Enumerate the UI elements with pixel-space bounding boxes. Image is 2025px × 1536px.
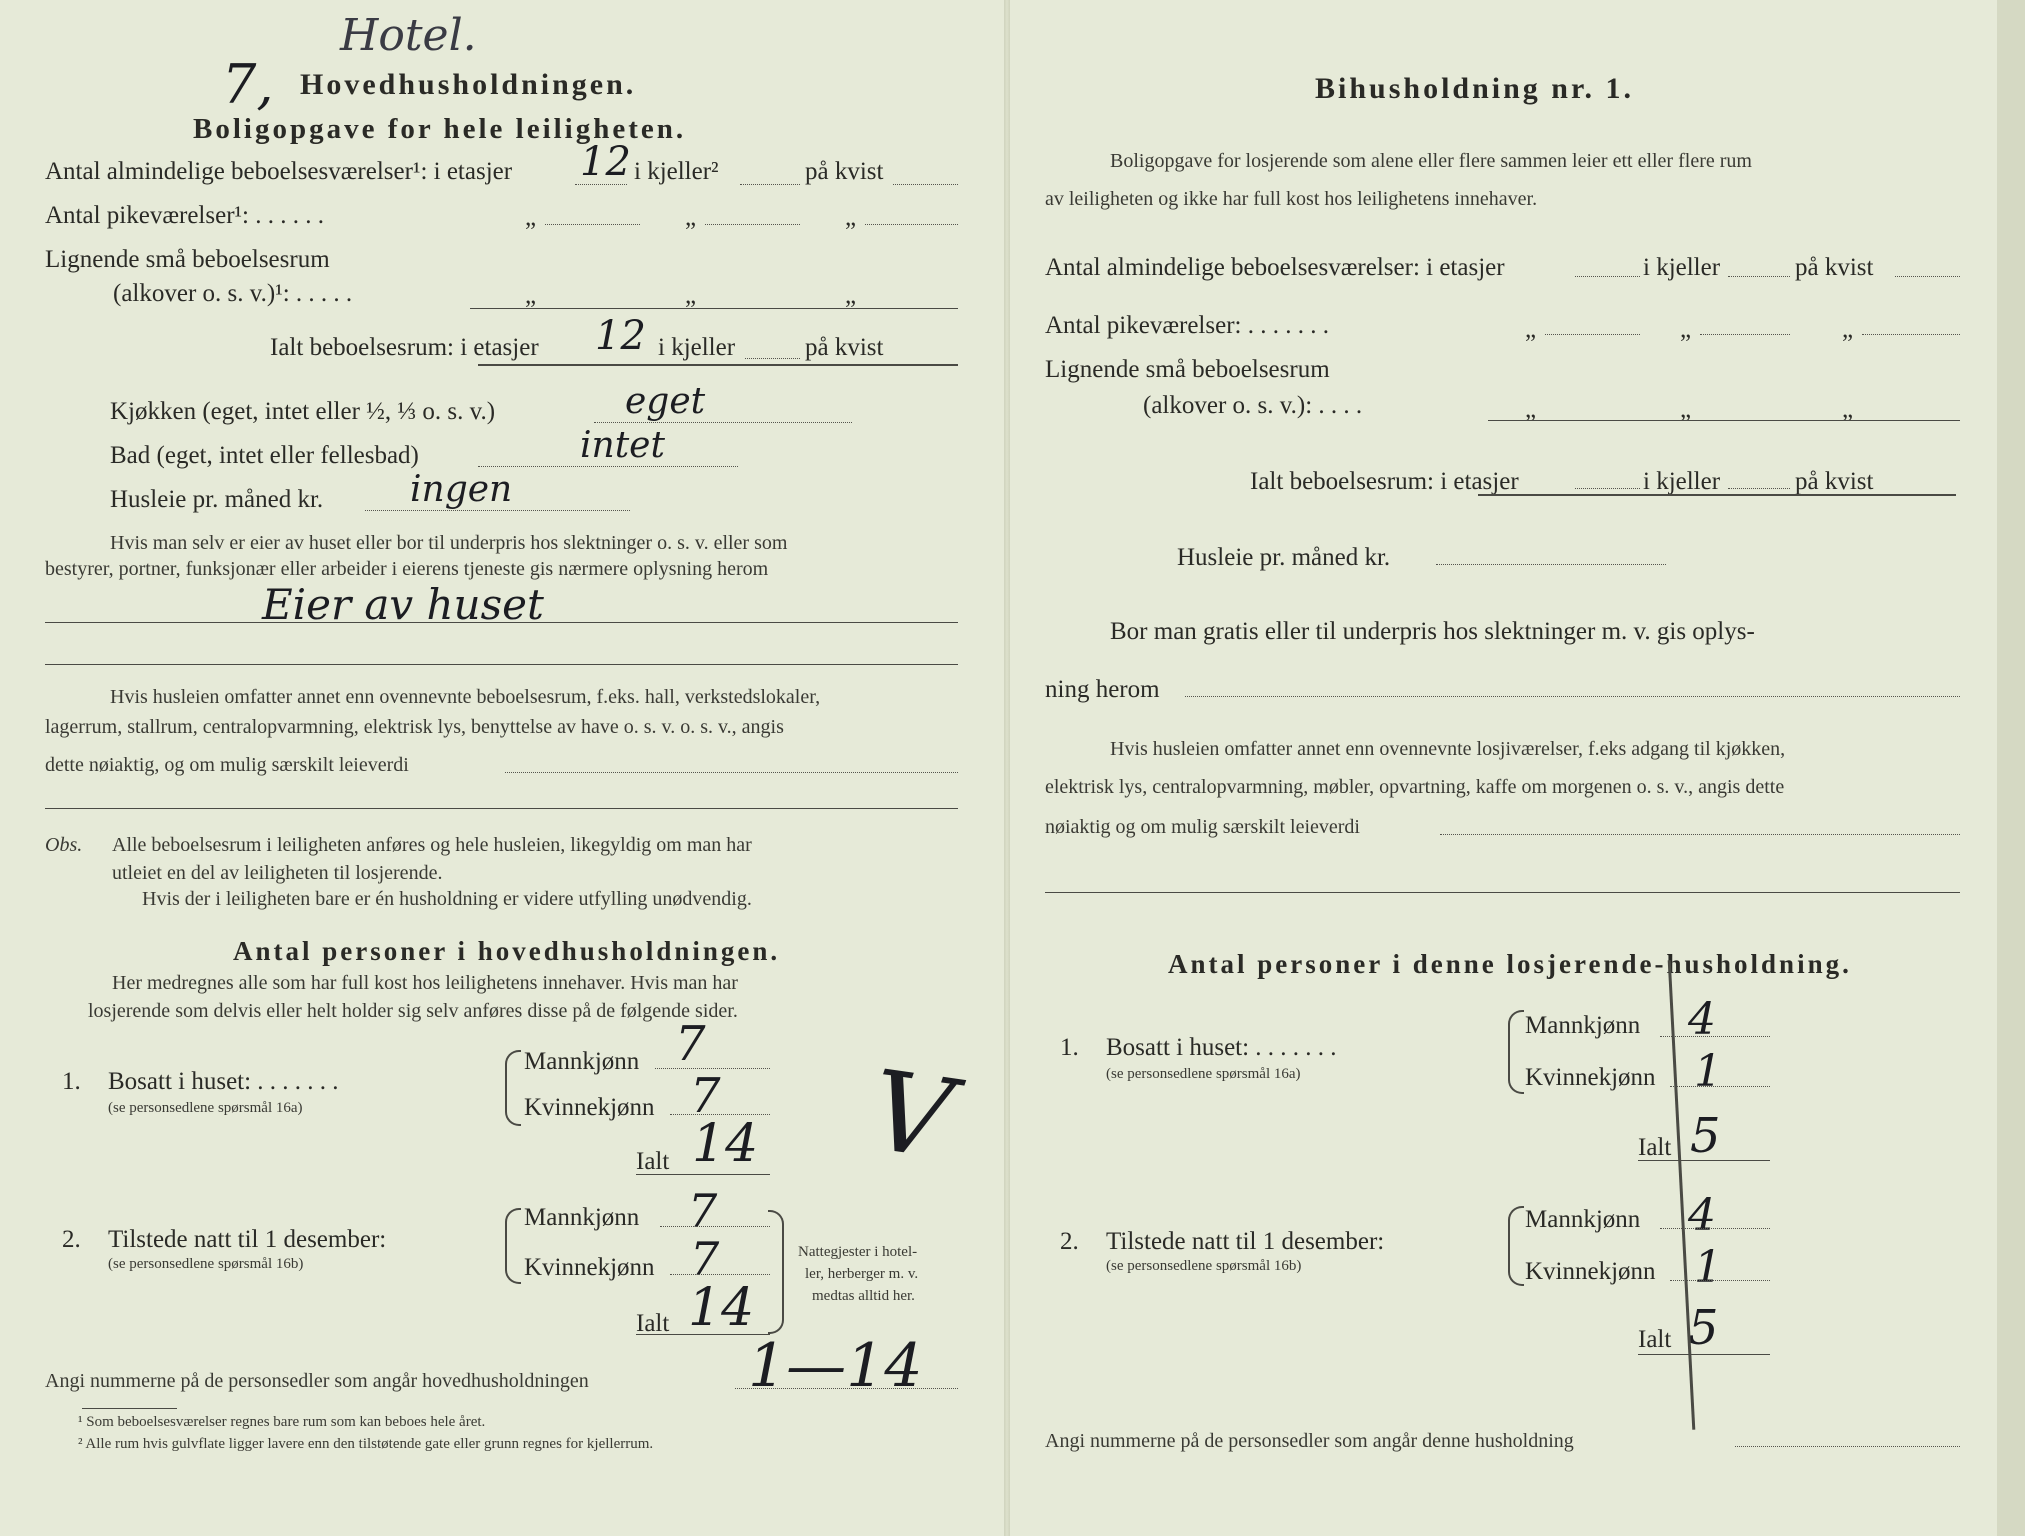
- pike-line-1: [545, 224, 640, 225]
- handwritten-husleie: ingen: [410, 469, 513, 510]
- rooms-etasjer-line: [575, 184, 627, 185]
- q2-mann-label: Mannkjønn: [524, 1204, 640, 1231]
- r-q2-kvinne-label: Kvinnekjønn: [1525, 1258, 1656, 1285]
- left-lignende-1: Lignende små beboelsesrum: [45, 246, 330, 273]
- right-ialt-label: Ialt beboelsesrum: i etasjer: [1250, 468, 1519, 495]
- q1-kvinne-label: Kvinnekjønn: [524, 1094, 655, 1121]
- right-angi-label: Angi nummerne på de personsedler som angår denne husholdning: [1045, 1430, 1574, 1452]
- r-lignende-underline: [1488, 420, 1960, 421]
- omfatter-3: dette nøiaktig, og om mulig særskilt leieverdi: [45, 754, 409, 776]
- q2-brace: [505, 1208, 521, 1284]
- persons-1: Her medregnes alle som har full kost hos leilighetens innehaver. Hvis man har: [112, 972, 738, 994]
- r-q1-mann-label: Mannkjønn: [1525, 1012, 1641, 1039]
- eier-line-1: [45, 622, 958, 623]
- ditto-mark: „: [845, 282, 857, 309]
- handwritten-eier: Eier av huset: [262, 580, 544, 629]
- handwritten-q2-ialt: 14: [688, 1278, 755, 1338]
- left-lignende-2: (alkover o. s. v.)¹: . . . . .: [113, 280, 353, 307]
- right-husleie-label: Husleie pr. måned kr.: [1177, 544, 1391, 571]
- obs-3: Hvis der i leiligheten bare er én husholdning er videre utfylling unødvendig.: [142, 888, 752, 910]
- angi-line: [735, 1388, 958, 1389]
- handwritten-q1-kvinne: 7: [690, 1068, 721, 1124]
- r-q1-ialt-label: Ialt: [1638, 1134, 1672, 1161]
- right-rooms-kjeller: i kjeller: [1643, 254, 1721, 281]
- handwritten-q1-mann: 7: [675, 1016, 706, 1072]
- q1-label: Bosatt i huset: . . . . . . .: [108, 1068, 339, 1095]
- left-ialt-kvist: på kvist: [805, 334, 884, 361]
- bad-label: Bad (eget, intet eller fellesbad): [110, 442, 419, 469]
- q2-kvinne-line: [670, 1274, 770, 1275]
- ditto-mark: „: [525, 282, 537, 309]
- q2-num: 2.: [62, 1226, 81, 1253]
- footnote-2: ² Alle rum hvis gulvflate ligger lavere enn den tilstøtende gate eller grunn regnes for kjellerrum.: [78, 1436, 654, 1452]
- ditto-mark: „: [1525, 396, 1537, 423]
- handwritten-q1-ialt: 14: [692, 1114, 759, 1174]
- q1-brace: [505, 1050, 521, 1126]
- persons-2: losjerende som delvis eller helt holder sig selv anføres disse på de følgende sider.: [88, 1000, 738, 1022]
- q2-kvinne-label: Kvinnekjønn: [524, 1254, 655, 1281]
- right-lignende-2: (alkover o. s. v.): . . . .: [1143, 392, 1363, 419]
- handwritten-r-q1-kvinne: 1: [1694, 1046, 1722, 1097]
- r-ialt-underline: [1478, 494, 1956, 496]
- r-q2-ialt-line: [1638, 1354, 1770, 1355]
- right-gratis-2: ning herom: [1045, 676, 1160, 703]
- nattgjester-brace: [768, 1210, 784, 1334]
- r-ialt-kjeller-line: [1728, 488, 1790, 489]
- r-q1-brace: [1508, 1010, 1524, 1094]
- left-subtitle: Boligopgave for hele leiligheten.: [193, 113, 687, 145]
- pike-line-3: [865, 224, 958, 225]
- r-pike-line-2: [1700, 334, 1790, 335]
- r-q1-label: Bosatt i huset: . . . . . . .: [1106, 1034, 1337, 1061]
- right-gratis-1: Bor man gratis eller til underpris hos slektninger m. v. gis oplys-: [1110, 618, 1755, 645]
- eier-text-1: Hvis man selv er eier av huset eller bor til underpris hos slektninger o. s. v. eller som: [110, 532, 788, 554]
- obs-1: Alle beboelsesrum i leiligheten anføres og hele husleien, likegyldig om man har: [112, 834, 752, 856]
- right-intro-2: av leiligheten og ikke har full kost hos leilighetens innehaver.: [1045, 188, 1538, 210]
- q2-sub: (se personsedlene spørsmål 16b): [108, 1256, 304, 1272]
- nattgjester-1: Nattegjester i hotel-: [798, 1244, 918, 1260]
- paper-edge: [1997, 0, 2025, 1536]
- left-ialt-label: Ialt beboelsesrum: i etasjer: [270, 334, 539, 361]
- r-omfatter-line: [1440, 834, 1960, 835]
- r-pike-line-3: [1862, 334, 1960, 335]
- kjokken-label: Kjøkken (eget, intet eller ½, ⅓ o. s. v.): [110, 398, 496, 425]
- ditto-mark: „: [685, 204, 697, 231]
- ditto-mark: „: [685, 282, 697, 309]
- ditto-mark: „: [845, 204, 857, 231]
- page-fold: [1004, 0, 1010, 1536]
- ditto-mark: „: [1680, 316, 1692, 343]
- nattgjester-2: ler, herberger m. v.: [805, 1266, 919, 1282]
- r-pike-line-1: [1545, 334, 1640, 335]
- obs-2: utleiet en del av leiligheten til losjerende.: [112, 862, 443, 884]
- r-q1-kvinne-label: Kvinnekjønn: [1525, 1064, 1656, 1091]
- right-ialt-kvist: på kvist: [1795, 468, 1874, 495]
- kjokken-line: [594, 422, 852, 423]
- bad-line: [478, 466, 738, 467]
- right-rooms-label: Antal almindelige beboelsesværelser: i etasjer: [1045, 254, 1505, 281]
- r-q1-ialt-line: [1638, 1160, 1770, 1161]
- right-omfatter-1: Hvis husleien omfatter annet enn ovennevnte losjiværelser, f.eks adgang til kjøkken,: [1110, 738, 1786, 760]
- right-lignende-1: Lignende små beboelsesrum: [1045, 356, 1330, 383]
- r-q2-ialt-label: Ialt: [1638, 1326, 1672, 1353]
- right-pike-label: Antal pikeværelser: . . . . . . .: [1045, 312, 1329, 339]
- right-title: Bihusholdning nr. 1.: [1315, 72, 1635, 105]
- right-ialt-kjeller: i kjeller: [1643, 468, 1721, 495]
- q1-ialt-line: [636, 1174, 770, 1175]
- r-ialt-etasjer-line: [1575, 488, 1640, 489]
- ialt-kjeller-line: [745, 358, 800, 359]
- handwritten-hotel: Hotel.: [340, 10, 477, 61]
- ditto-mark: „: [525, 204, 537, 231]
- right-intro-1: Boligopgave for losjerende som alene eller flere sammen leier ett eller flere rum: [1110, 150, 1752, 172]
- q2-ialt-label: Ialt: [636, 1310, 670, 1337]
- handwritten-q2-kvinne: 7: [690, 1232, 720, 1286]
- pike-line-2: [705, 224, 800, 225]
- husleie-line: [365, 510, 630, 511]
- q1-mann-label: Mannkjønn: [524, 1048, 640, 1075]
- handwritten-q2-mann: 7: [688, 1184, 718, 1238]
- ditto-mark: „: [1525, 316, 1537, 343]
- omfatter-line-2: [45, 808, 958, 809]
- r-husleie-line: [1436, 564, 1666, 565]
- omfatter-2: lagerrum, stallrum, centralopvarmning, elektrisk lys, benyttelse av have o. s. v. o. s. v., angis: [45, 716, 784, 738]
- obs-label: Obs.: [45, 834, 83, 856]
- r-q2-sub: (se personsedlene spørsmål 16b): [1106, 1258, 1302, 1274]
- right-persons-title: Antal personer i denne losjerende-husholdning.: [1168, 949, 1852, 979]
- left-rooms-kvist: på kvist: [805, 158, 884, 185]
- rooms-kjeller-line: [740, 184, 800, 185]
- right-omfatter-3: nøiaktig og om mulig særskilt leieverdi: [1045, 816, 1360, 838]
- r-q2-mann-label: Mannkjønn: [1525, 1206, 1641, 1233]
- lignende-underline: [470, 308, 958, 309]
- ditto-mark: „: [1680, 396, 1692, 423]
- r-q2-num: 2.: [1060, 1228, 1079, 1255]
- handwritten-kjokken: eget: [625, 381, 706, 422]
- left-pike-label: Antal pikeværelser¹: . . . . . .: [45, 202, 324, 229]
- q1-sub: (se personsedlene spørsmål 16a): [108, 1100, 303, 1116]
- r-q1-mann-line: [1660, 1036, 1770, 1037]
- r-q2-mann-line: [1660, 1228, 1770, 1229]
- rooms-kvist-line: [893, 184, 958, 185]
- r-q1-sub: (se personsedlene spørsmål 16a): [1106, 1066, 1301, 1082]
- r-q1-num: 1.: [1060, 1034, 1079, 1061]
- handwritten-r-q2-mann: 4: [1688, 1190, 1716, 1241]
- r-q2-brace: [1508, 1206, 1524, 1286]
- right-rooms-kvist: på kvist: [1795, 254, 1874, 281]
- left-title: Hovedhusholdningen.: [300, 68, 637, 101]
- eier-text-2: bestyrer, portner, funksjonær eller arbeider i eierens tjeneste gis nærmere oplysning herom: [45, 558, 769, 580]
- handwritten-bad: intet: [580, 425, 665, 466]
- r-q1-kvinne-line: [1670, 1086, 1770, 1087]
- left-ialt-kjeller: i kjeller: [658, 334, 736, 361]
- eier-line-2: [45, 664, 958, 665]
- r-gratis-line: [1185, 696, 1960, 697]
- handwritten-r-q2-ialt: 5: [1688, 1300, 1719, 1356]
- r-rooms-kjeller-line: [1728, 276, 1790, 277]
- q1-ialt-label: Ialt: [636, 1148, 670, 1175]
- r-rooms-etasjer-line: [1575, 276, 1640, 277]
- q2-mann-line: [660, 1226, 770, 1227]
- footnote-1: ¹ Som beboelsesværelser regnes bare rum som kan beboes hele året.: [78, 1414, 486, 1430]
- handwritten-r-q1-mann: 4: [1688, 994, 1716, 1045]
- ialt-underline: [478, 364, 958, 366]
- handwritten-r-q1-ialt: 5: [1690, 1108, 1721, 1164]
- nattgjester-3: medtas alltid her.: [812, 1288, 915, 1304]
- r-rooms-kvist-line: [1895, 276, 1960, 277]
- r-q2-label: Tilstede natt til 1 desember:: [1106, 1228, 1385, 1255]
- persons-title: Antal personer i hovedhusholdningen.: [233, 936, 781, 966]
- omfatter-line: [505, 772, 958, 773]
- handwritten-r-q2-kvinne: 1: [1694, 1242, 1722, 1293]
- ditto-mark: „: [1842, 396, 1854, 423]
- r-omfatter-line-2: [1045, 892, 1960, 893]
- omfatter-1: Hvis husleien omfatter annet enn ovennevnte beboelsesrum, f.eks. hall, verkstedslokaler,: [110, 686, 821, 708]
- r-angi-line: [1735, 1446, 1960, 1447]
- handwritten-ialt: 12: [595, 313, 646, 359]
- left-rooms-kjeller: i kjeller²: [634, 158, 719, 185]
- handwritten-rooms: 12: [580, 139, 631, 185]
- handwritten-number: 7,: [222, 53, 274, 116]
- right-omfatter-2: elektrisk lys, centralopvarmning, møbler, opvartning, kaffe om morgenen o. s. v., angis dette: [1045, 776, 1785, 798]
- angi-label: Angi nummerne på de personsedler som angår hovedhusholdningen: [45, 1370, 589, 1392]
- handwritten-angi: 1—14: [748, 1331, 923, 1401]
- husleie-label: Husleie pr. måned kr.: [110, 486, 324, 513]
- q1-num: 1.: [62, 1068, 81, 1095]
- handwritten-checkmark: V: [863, 1046, 960, 1184]
- footnote-rule: [82, 1408, 177, 1409]
- left-rooms-label: Antal almindelige beboelsesværelser¹: i etasjer: [45, 158, 513, 185]
- ditto-mark: „: [1842, 316, 1854, 343]
- q2-label: Tilstede natt til 1 desember:: [108, 1226, 387, 1253]
